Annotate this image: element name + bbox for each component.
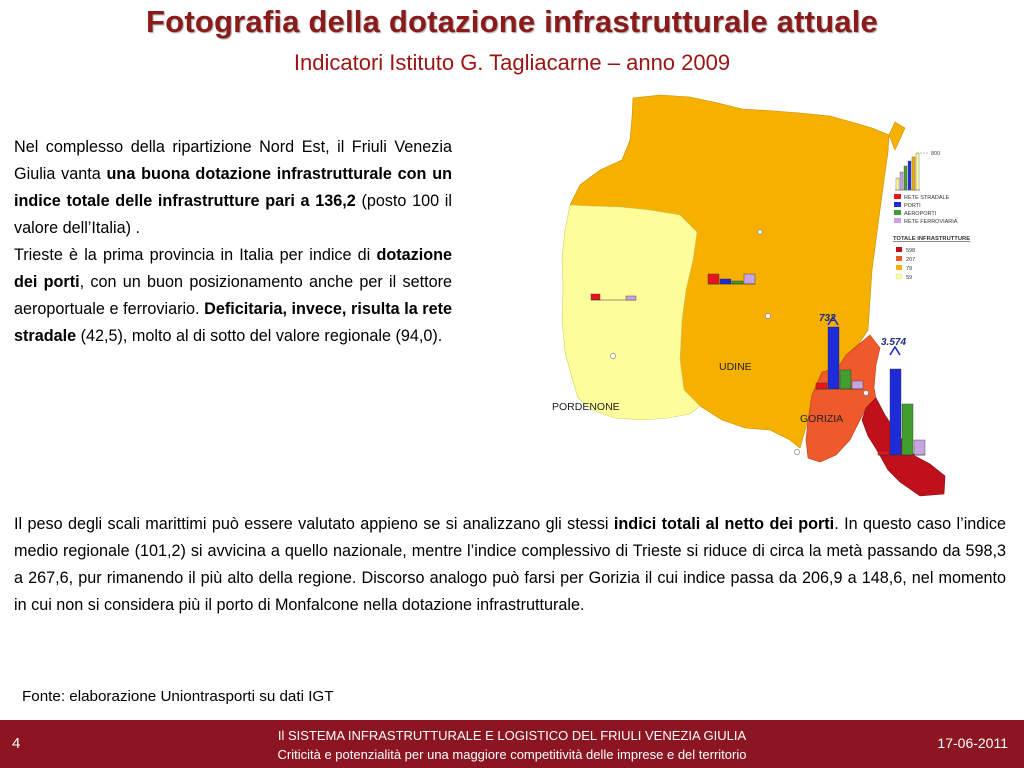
footer-line-2: Criticità e potenzialità per una maggiore competitività delle imprese e del territorio	[277, 747, 747, 762]
legend-label-total-79: 79	[906, 266, 913, 272]
legend-swatch-total-207	[896, 256, 902, 261]
legend-scale-bar	[916, 153, 919, 190]
intro-p2-bold-d: Deficitaria, invece, risulta la rete stradale	[14, 300, 453, 345]
intro-text	[14, 134, 452, 350]
province-map	[540, 88, 980, 504]
map-legend	[886, 134, 972, 288]
footer-date: 17-06-2011	[937, 735, 1008, 751]
label-gorizia: GORIZIA	[800, 413, 844, 425]
source-note: Fonte: elaborazione Uniontrasporti su dati IGT	[22, 688, 334, 705]
intro-p2-text-e: (42,5), molto al di sotto del valore regionale (94,0).	[76, 327, 443, 345]
bar-udine-aeroporti	[732, 281, 743, 284]
label-gorizia-value: 732	[819, 313, 836, 324]
footer-bar	[0, 720, 1024, 768]
arrow-up-icon	[890, 347, 900, 355]
legend-label-rete-ferroviaria: RETE FERROVIARIA	[904, 219, 958, 225]
intro-p2-text-a: Trieste è la prima provincia in Italia per indice di	[14, 246, 377, 264]
legend-scale-label: 800	[931, 151, 941, 157]
legend-scale-bar	[908, 161, 911, 190]
bar-udine-rete-ferroviaria	[744, 274, 755, 284]
bar-pordenone-rete-ferroviaria	[626, 296, 636, 300]
city-dot	[794, 449, 799, 454]
legend-label-total-207: 207	[906, 257, 916, 263]
legend-scale-bar	[912, 157, 915, 190]
legend-label-porti: PORTI	[904, 203, 921, 209]
bar-trieste-rete-stradale	[878, 451, 889, 455]
bar-udine-porti	[720, 279, 731, 284]
legend-swatch-total-59	[896, 274, 902, 279]
legend-swatch-porti	[894, 202, 901, 207]
legend-scale-bar	[900, 172, 903, 190]
page-number: 4	[12, 735, 21, 752]
region-pordenone	[562, 205, 700, 420]
intro-p1-bold: una buona dotazione infrastrutturale con un indice totale delle infrastrutture pari a 136,2	[14, 165, 452, 210]
label-pordenone: PORDENONE	[552, 401, 620, 413]
city-dot	[864, 391, 869, 396]
slide-title: Fotografia della dotazione infrastrutturale attuale	[146, 4, 878, 39]
footer-caption	[0, 726, 1024, 764]
body-text-bold: indici totali al netto dei porti	[613, 515, 835, 533]
legend-totals-title: TOTALE INFRASTRUTTURE	[893, 236, 971, 242]
legend-swatch-rete-stradale	[894, 194, 901, 199]
intro-p1-text-c: (posto 100 il valore dell’Italia) .	[14, 192, 453, 237]
legend-label-aeroporti: AEROPORTI	[904, 211, 937, 217]
city-dot	[610, 353, 615, 358]
bar-udine-rete-stradale	[708, 274, 719, 284]
bar-gorizia-porti	[828, 327, 839, 389]
footer-line-1: Il SISTEMA INFRASTRUTTURALE E LOGISTICO DEL FRIULI VENEZIA GIULIA	[277, 728, 747, 743]
legend-swatch-rete-ferroviaria	[894, 218, 901, 223]
body-text-a: Il peso degli scali marittimi può essere valutato appieno se si analizzano gli stessi	[14, 515, 614, 533]
legend-label-total-598: 598	[906, 248, 916, 254]
bar-trieste-porti	[890, 369, 901, 455]
intro-p2-bold-b: dotazione dei porti	[14, 246, 452, 291]
body-paragraph	[14, 511, 1006, 619]
legend-swatch-total-79	[896, 265, 902, 270]
legend-label-total-59: 59	[906, 275, 913, 281]
intro-paragraph-2	[14, 242, 452, 350]
intro-p2-text-c: , con un buon posizionamento anche per il settore aeroportuale e ferroviario.	[14, 273, 452, 318]
bar-gorizia-aeroporti	[840, 370, 851, 389]
slide-subtitle: Indicatori Istituto G. Tagliacarne – anno 2009	[293, 50, 731, 75]
legend-swatch-total-598	[896, 247, 902, 252]
legend-scale-bar	[904, 166, 907, 190]
bar-gorizia-rete-stradale	[816, 383, 827, 389]
legend-label-rete-stradale: RETE STRADALE	[904, 195, 950, 201]
intro-p1-text-a: Nel complesso della ripartizione Nord Est, il Friuli Venezia Giulia vanta	[14, 138, 452, 183]
label-trieste-value: 3.574	[881, 337, 907, 348]
legend-scale-bar	[896, 178, 899, 190]
bar-pordenone-rete-stradale	[591, 294, 600, 300]
bar-trieste-rete-ferroviaria	[914, 440, 925, 455]
body-text-c: . In questo caso l’indice medio regionale (101,2) si avvicina a quello nazionale, mentre l’indice complessivo di Trieste si riduce di circa la metà passando da 598,3 a 267,6, pur rimanendo il più alto della regione. Discorso analogo può farsi per Gorizia il cui indice passa da 206,9 a 148,6, nel momento in cui non si considera più il porto di Monfalcone nella dotazione infrastrutturale.	[14, 515, 1006, 614]
bar-gorizia-rete-ferroviaria	[852, 381, 863, 389]
label-udine: UDINE	[719, 361, 752, 373]
city-dot	[758, 230, 763, 235]
bar-trieste-aeroporti	[902, 404, 913, 455]
legend-swatch-aeroporti	[894, 210, 901, 215]
intro-paragraph-1	[14, 134, 452, 242]
city-dot	[765, 313, 770, 318]
